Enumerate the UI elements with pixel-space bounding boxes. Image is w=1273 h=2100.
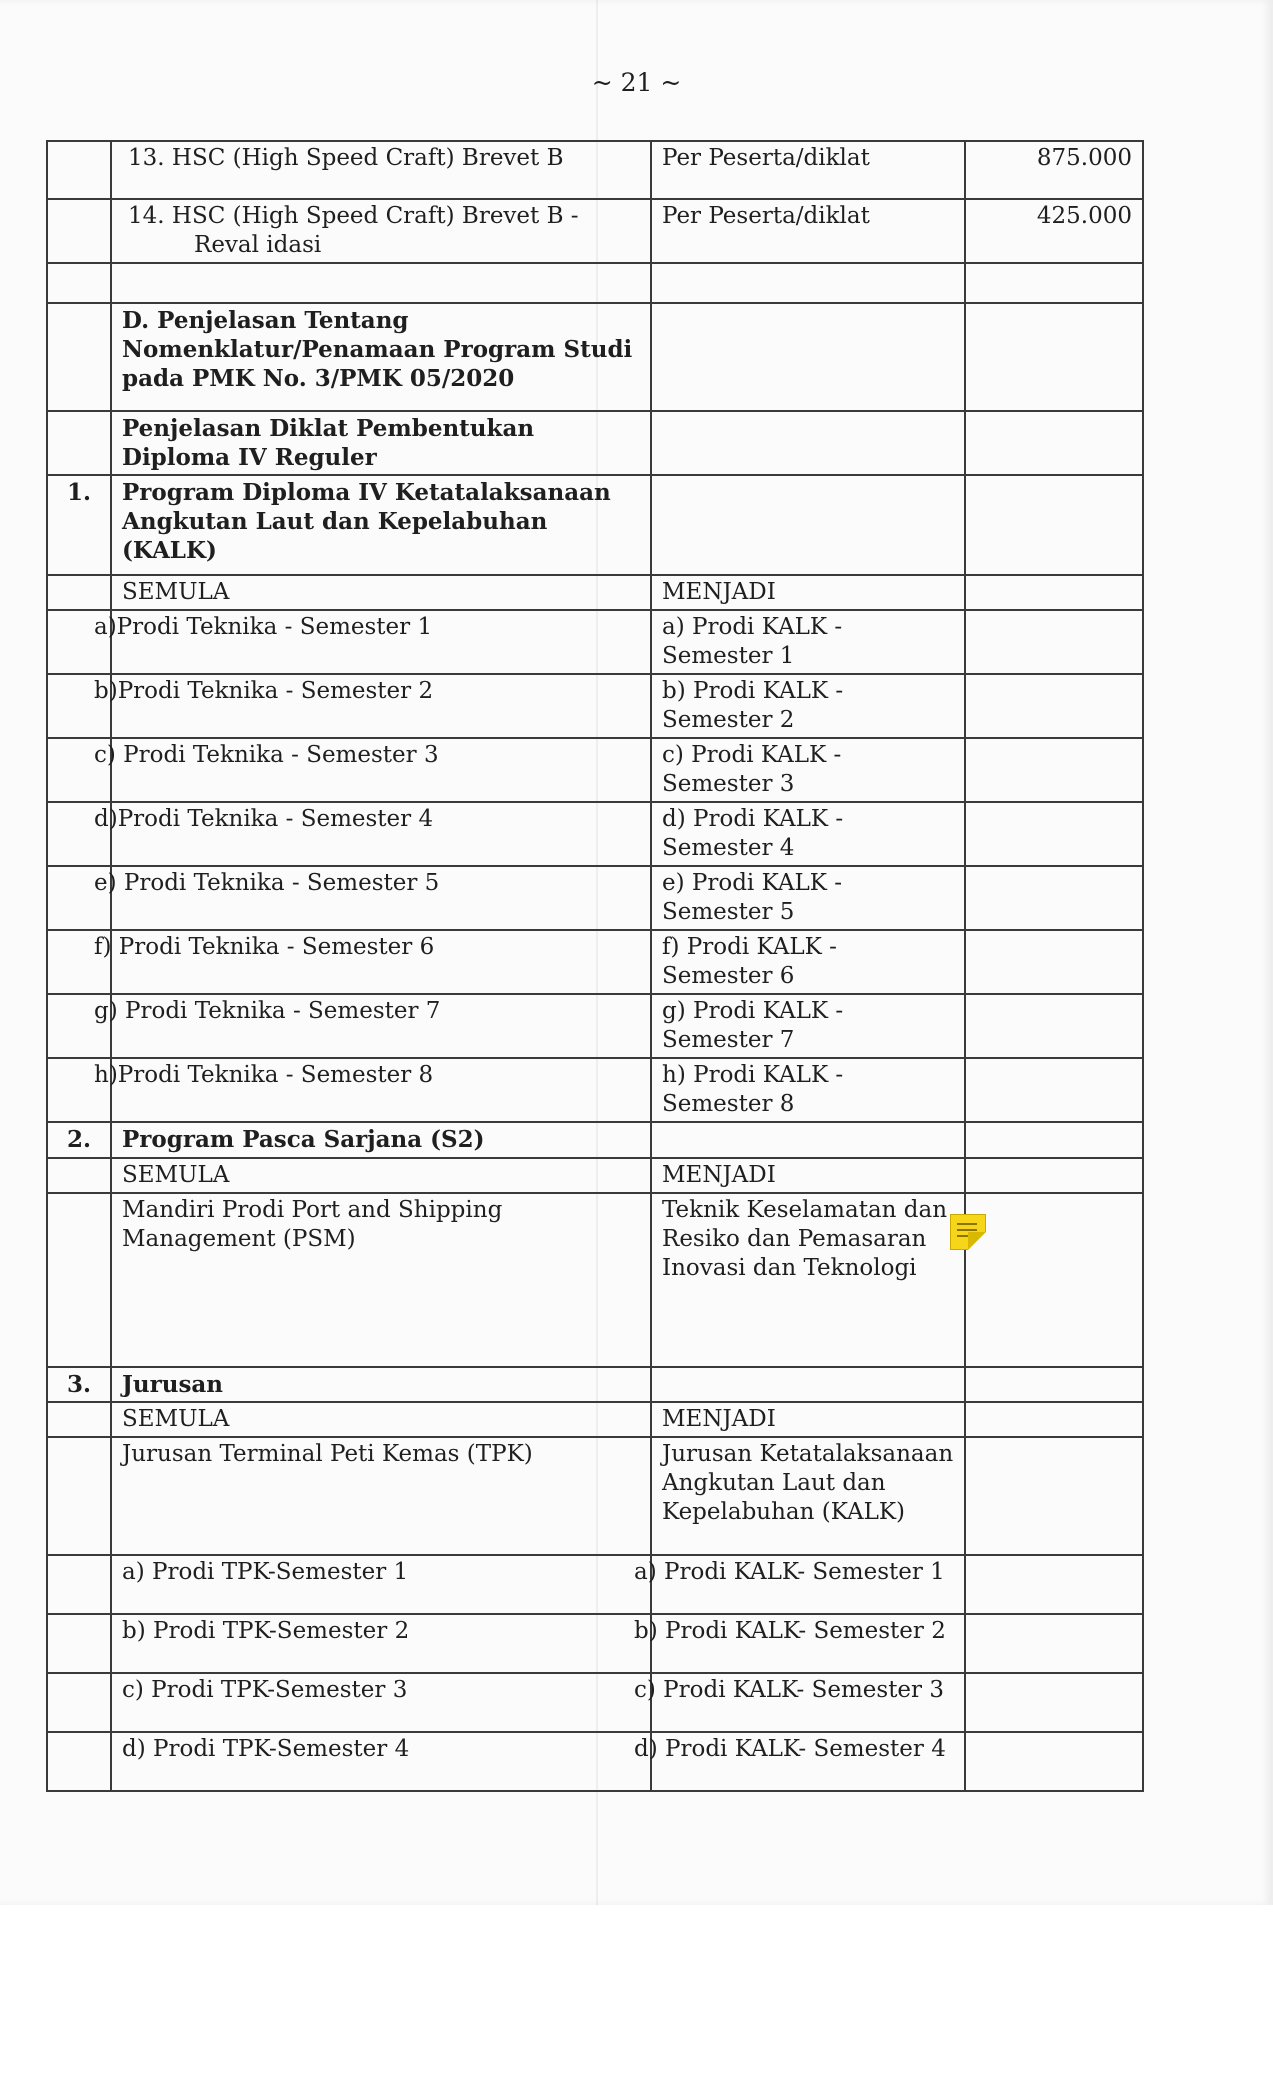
menjadi-item: c) Prodi KALK- Semester 3 [651, 1673, 965, 1732]
semula-item: d)Prodi Teknika - Semester 4 [111, 802, 651, 866]
table-row-empty [47, 263, 1143, 303]
menjadi-label: MENJADI [651, 1402, 965, 1437]
section-d-heading: D. Penjelasan Tentang Nomenklatur/Penamaan Program Studi pada PMK No. 3/PMK 05/2020 [111, 303, 651, 411]
penjelasan-heading: Penjelasan Diklat Pembentukan Diploma IV Reguler [111, 411, 651, 475]
section-title: Jurusan [111, 1367, 651, 1402]
section-number: 1. [47, 475, 111, 575]
semula-item: c) Prodi Teknika - Semester 3 [111, 738, 651, 802]
table-row [47, 1193, 1143, 1367]
menjadi-item: d) Prodi KALK- Semester 4 [651, 1732, 965, 1791]
table-row [47, 738, 1143, 802]
semula-item: b)Prodi Teknika - Semester 2 [111, 674, 651, 738]
semula-item: c) Prodi TPK-Semester 3 [111, 1673, 651, 1732]
table-row [47, 1614, 1143, 1673]
semula-item: b) Prodi TPK-Semester 2 [111, 1614, 651, 1673]
semula-menjadi-row [47, 575, 1143, 610]
semula-item: e) Prodi Teknika - Semester 5 [111, 866, 651, 930]
menjadi-item: b) Prodi KALK- Semester 2 [651, 1614, 965, 1673]
sticky-note-icon[interactable] [950, 1214, 986, 1250]
menjadi-item: e) Prodi KALK - Semester 5 [651, 866, 965, 930]
menjadi-item: b) Prodi KALK - Semester 2 [651, 674, 965, 738]
semula-item: Jurusan Terminal Peti Kemas (TPK) [111, 1437, 651, 1555]
row-number [47, 199, 111, 263]
tariff-table [46, 140, 1144, 1792]
semula-item: h)Prodi Teknika - Semester 8 [111, 1058, 651, 1122]
semula-label: SEMULA [111, 1402, 651, 1437]
unit-label: Per Peserta/diklat [651, 199, 965, 263]
semula-item: g) Prodi Teknika - Semester 7 [111, 994, 651, 1058]
penjelasan-row [47, 411, 1143, 475]
semula-item: a)Prodi Teknika - Semester 1 [111, 610, 651, 674]
table-row [47, 994, 1143, 1058]
semula-menjadi-row [47, 1402, 1143, 1437]
table-row [47, 1437, 1143, 1555]
table-row [47, 199, 1143, 263]
page-number: ~ 21 ~ [591, 68, 682, 97]
section-3-row [47, 1367, 1143, 1402]
item-label: 14. HSC (High Speed Craft) Brevet B - Reval idasi [111, 199, 651, 263]
semula-label: SEMULA [111, 1158, 651, 1193]
menjadi-item: Jurusan Ketatalaksanaan Angkutan Laut dan Kepelabuhan (KALK) [651, 1437, 965, 1555]
table-row [47, 802, 1143, 866]
section-1-row [47, 475, 1143, 575]
price-value: 875.000 [965, 141, 1143, 199]
table-row [47, 1673, 1143, 1732]
semula-item: f) Prodi Teknika - Semester 6 [111, 930, 651, 994]
item-label: 13. HSC (High Speed Craft) Brevet B [111, 141, 651, 199]
menjadi-item: a) Prodi KALK - Semester 1 [651, 610, 965, 674]
menjadi-item: d) Prodi KALK - Semester 4 [651, 802, 965, 866]
menjadi-label: MENJADI [651, 1158, 965, 1193]
menjadi-item: g) Prodi KALK - Semester 7 [651, 994, 965, 1058]
table-row [47, 1732, 1143, 1791]
section-number: 2. [47, 1122, 111, 1158]
table-row [47, 141, 1143, 199]
semula-item: Mandiri Prodi Port and Shipping Management (PSM) [111, 1193, 651, 1367]
table-row [47, 866, 1143, 930]
row-number [47, 141, 111, 199]
section-title: Program Diploma IV Ketatalaksanaan Angkutan Laut dan Kepelabuhan (KALK) [111, 475, 651, 575]
table-row [47, 1555, 1143, 1614]
table-row [47, 1058, 1143, 1122]
section-2-row [47, 1122, 1143, 1158]
semula-item: d) Prodi TPK-Semester 4 [111, 1732, 651, 1791]
menjadi-item: c) Prodi KALK - Semester 3 [651, 738, 965, 802]
table-row [47, 930, 1143, 994]
semula-item: a) Prodi TPK-Semester 1 [111, 1555, 651, 1614]
unit-label: Per Peserta/diklat [651, 141, 965, 199]
section-d-row [47, 303, 1143, 411]
section-number: 3. [47, 1367, 111, 1402]
menjadi-item: a) Prodi KALK- Semester 1 [651, 1555, 965, 1614]
menjadi-item: h) Prodi KALK - Semester 8 [651, 1058, 965, 1122]
table-row [47, 674, 1143, 738]
section-title: Program Pasca Sarjana (S2) [111, 1122, 651, 1158]
table-row [47, 610, 1143, 674]
semula-label: SEMULA [111, 575, 651, 610]
menjadi-text: Teknik Keselamatan dan Resiko dan Pemasaran Inovasi dan Teknologi [662, 1197, 948, 1281]
price-value: 425.000 [965, 199, 1143, 263]
menjadi-label: MENJADI [651, 575, 965, 610]
semula-menjadi-row [47, 1158, 1143, 1193]
menjadi-item [651, 1193, 965, 1367]
menjadi-item: f) Prodi KALK - Semester 6 [651, 930, 965, 994]
